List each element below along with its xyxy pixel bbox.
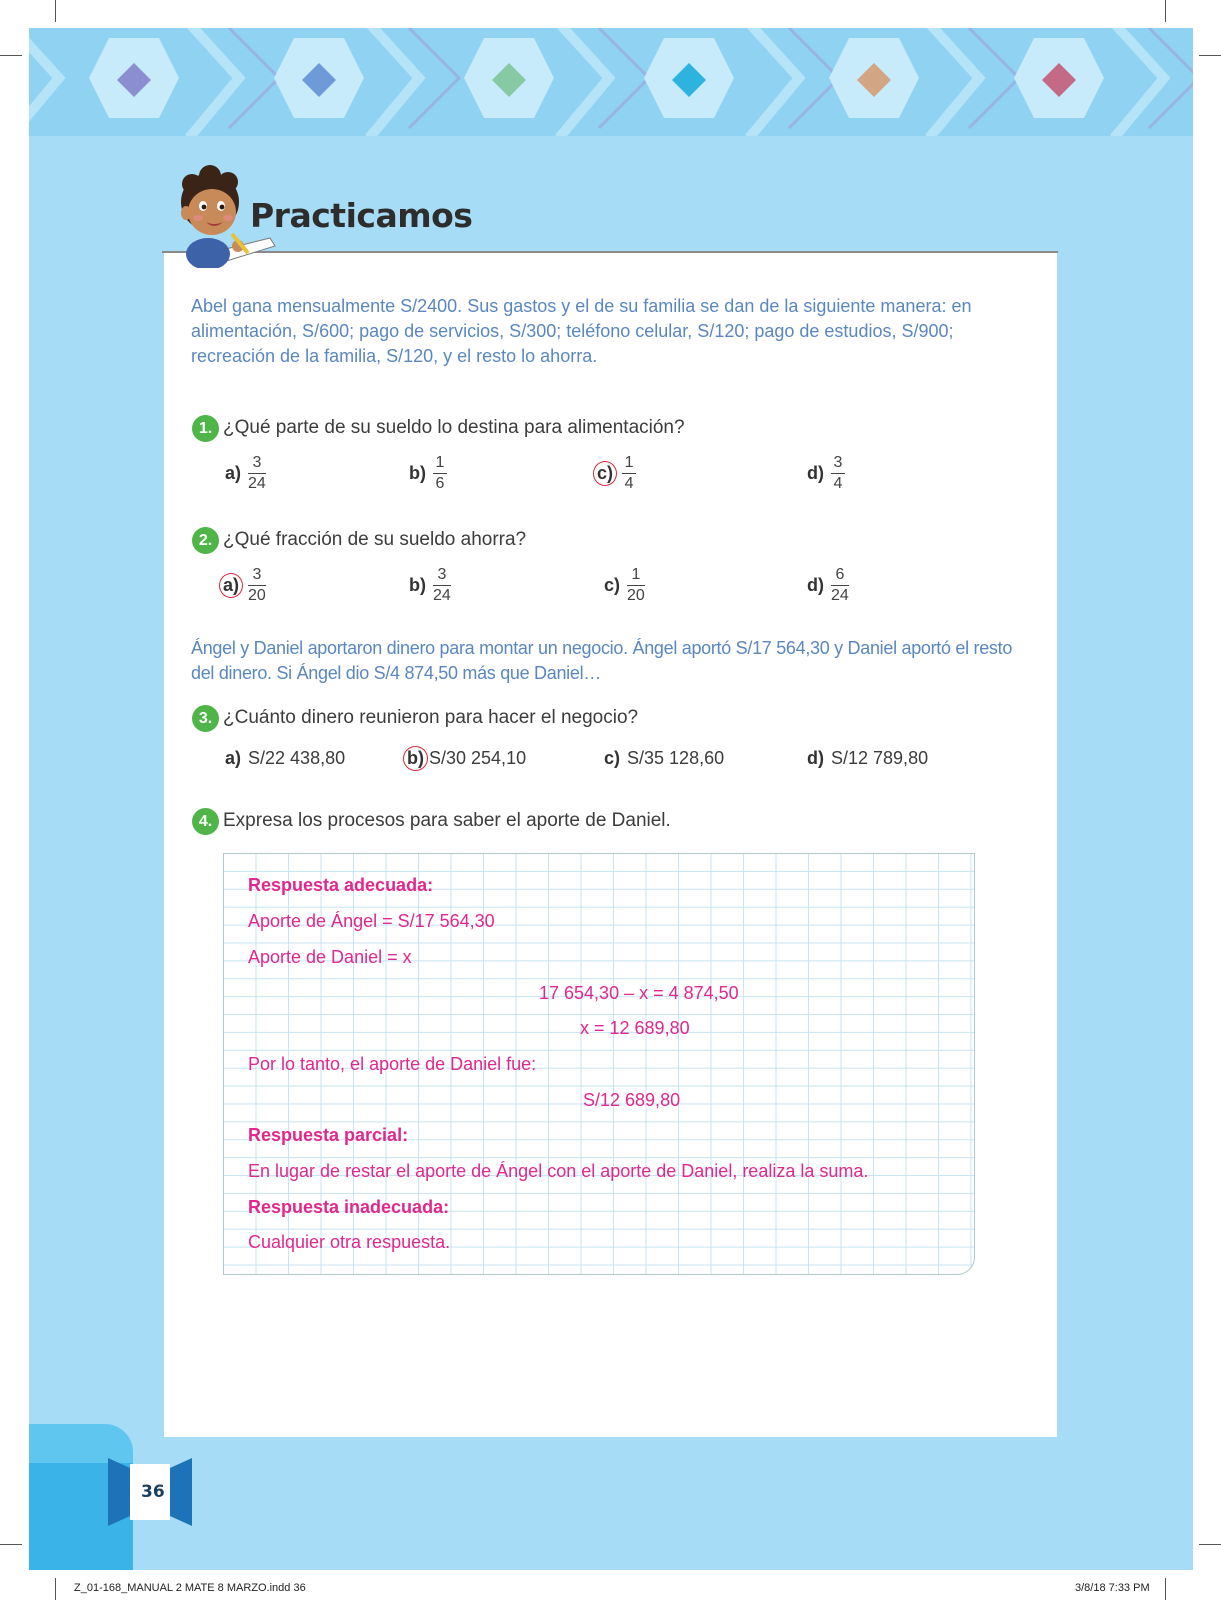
numerator: 3: [437, 566, 447, 583]
answer-line: Aporte de Ángel = S/17 564,30: [248, 911, 495, 931]
denominator: 20: [627, 587, 645, 604]
option-label: d): [807, 748, 824, 768]
option-label: b): [409, 463, 426, 483]
section-title: Practicamos: [250, 196, 473, 235]
numerator: 3: [833, 454, 843, 471]
option-value: S/30 254,10: [429, 748, 527, 768]
fraction-bar: [831, 473, 845, 474]
fraction-bar: [622, 473, 636, 474]
option-1d[interactable]: [805, 454, 845, 493]
footer-file-info: Z_01-168_MANUAL 2 MATE 8 MARZO.indd 36: [74, 1582, 306, 1594]
option-value: S/12 789,80: [831, 748, 929, 768]
problem-intro-2: Ángel y Daniel aportaron dinero para montar un negocio. Ángel aportó S/17 564,30 y Daniel aportó el resto del dinero. Si Ángel dio S/4 874,50 más que Daniel…: [191, 638, 1013, 683]
fraction: [248, 566, 266, 605]
question-text: ¿Qué parte de su sueldo lo destina para alimentación?: [223, 417, 685, 438]
fraction-bar: [248, 473, 266, 474]
crop-mark: [0, 1544, 22, 1545]
denominator: 4: [833, 475, 843, 492]
crop-mark: [0, 55, 22, 56]
denominator: 6: [435, 475, 445, 492]
denominator: 20: [248, 587, 266, 604]
answer-line: Cualquier otra respuesta.: [248, 1232, 451, 1252]
fraction: [248, 454, 266, 493]
option-label: a): [225, 463, 242, 483]
fraction: [831, 454, 845, 493]
option-3b[interactable]: [407, 746, 526, 771]
crop-mark: [1165, 0, 1166, 22]
option-label: c): [604, 575, 621, 595]
crop-mark: [55, 1578, 56, 1600]
fraction-bar: [831, 585, 849, 586]
decorative-header-band: [29, 28, 1193, 136]
problem-intro: Abel gana mensualmente S/2400. Sus gastos y el de su familia se dan de la siguiente manera: en alimentación, S/600; pago de servicios, S/300; teléfono celular, S/120; pago de estudios, S/900; recreación de la familia, S/120, y el resto lo ahorra.: [191, 296, 972, 366]
fraction: [622, 454, 636, 493]
fraction: [433, 566, 451, 605]
denominator: 4: [624, 475, 634, 492]
crop-mark: [55, 0, 56, 22]
numerator: 6: [835, 566, 845, 583]
option-value: S/22 438,80: [248, 748, 346, 768]
crop-mark: [1165, 1578, 1166, 1600]
numerator: 3: [252, 566, 262, 583]
option-1b[interactable]: [407, 454, 447, 493]
question-number-badge: 3.: [192, 705, 219, 732]
ornament-pattern-icon: [29, 28, 1193, 136]
answer-equation: 17 654,30 – x = 4 874,50: [539, 983, 739, 1003]
question-number-badge: 1.: [192, 415, 219, 442]
option-label: d): [807, 463, 824, 483]
footer-timestamp: 3/8/18 7:33 PM: [1075, 1582, 1150, 1594]
numerator: 1: [624, 454, 634, 471]
fraction: [433, 454, 447, 493]
question-number-badge: 4.: [192, 808, 219, 835]
page-number: 36: [141, 1482, 165, 1502]
denominator: 24: [248, 475, 266, 492]
option-2a[interactable]: [223, 566, 266, 605]
answer-line: En lugar de restar el aporte de Ángel con el aporte de Daniel, realiza la suma.: [248, 1161, 869, 1181]
numerator: 3: [252, 454, 262, 471]
title-rule: [162, 251, 1058, 253]
option-label-selected: c): [593, 461, 617, 486]
answer-heading-adequate: Respuesta adecuada:: [248, 875, 434, 895]
crop-mark: [1199, 55, 1221, 56]
numerator: 1: [631, 566, 641, 583]
option-2d[interactable]: [805, 566, 849, 605]
answer-equation: x = 12 689,80: [580, 1018, 690, 1038]
answer-heading-partial: Respuesta parcial:: [248, 1125, 409, 1145]
option-3d[interactable]: [805, 748, 928, 769]
option-label-selected: b): [403, 746, 428, 771]
question-number-badge: 2.: [192, 527, 219, 554]
fraction: [627, 566, 645, 605]
option-label: d): [807, 575, 824, 595]
denominator: 24: [433, 587, 451, 604]
numerator: 1: [435, 454, 445, 471]
option-label-selected: a): [219, 573, 243, 598]
fraction: [831, 566, 849, 605]
option-2b[interactable]: [407, 566, 451, 605]
fraction-bar: [433, 585, 451, 586]
fraction-bar: [248, 585, 266, 586]
answer-line: Por lo tanto, el aporte de Daniel fue:: [248, 1054, 537, 1074]
option-value: S/35 128,60: [627, 748, 725, 768]
option-1c[interactable]: [597, 454, 636, 493]
option-label: a): [225, 748, 242, 768]
option-label: b): [409, 575, 426, 595]
option-3c[interactable]: [602, 748, 724, 769]
option-3a[interactable]: [223, 748, 345, 769]
denominator: 24: [831, 587, 849, 604]
question-text: ¿Qué fracción de su sueldo ahorra?: [223, 529, 527, 550]
option-label: c): [604, 748, 621, 768]
fraction-bar: [433, 473, 447, 474]
answer-line: Aporte de Daniel = x: [248, 947, 412, 967]
crop-mark: [1199, 1544, 1221, 1545]
question-text: ¿Cuánto dinero reunieron para hacer el negocio?: [223, 707, 639, 728]
answer-result: S/12 689,80: [583, 1090, 681, 1110]
question-text: Expresa los procesos para saber el aporte de Daniel.: [223, 810, 671, 831]
option-2c[interactable]: [602, 566, 645, 605]
fraction-bar: [627, 585, 645, 586]
answer-heading-inadequate: Respuesta inadecuada:: [248, 1197, 450, 1217]
option-1a[interactable]: [223, 454, 266, 493]
